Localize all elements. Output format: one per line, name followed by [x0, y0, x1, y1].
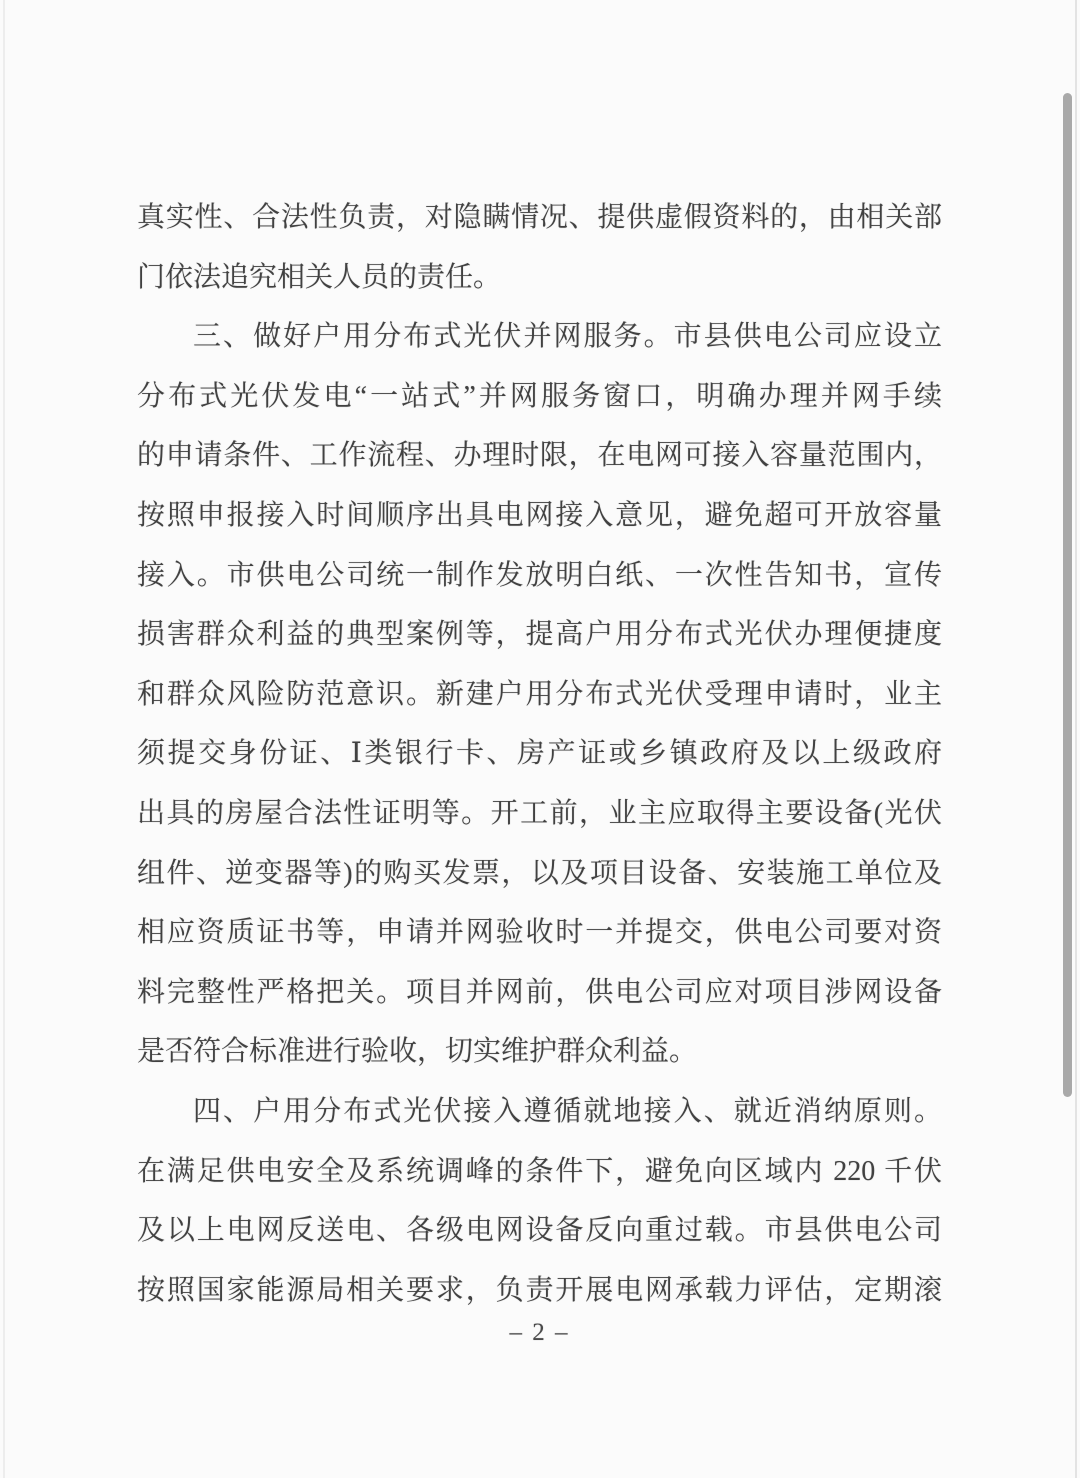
document-text-column: [137, 188, 942, 1320]
page-number: – 2 –: [509, 1319, 570, 1346]
document-line: 按照国家能源局相关要求，负责开展电网承载力评估，定期滚: [137, 1274, 942, 1306]
document-line: 三、做好户用分布式光伏并网服务。市县供电公司应设立: [193, 321, 942, 353]
scrollbar-thumb[interactable]: [1063, 93, 1072, 1097]
document-line: 是否符合标准进行验收，切实维护群众利益。: [137, 1036, 698, 1068]
document-line: 真实性、合法性负责，对隐瞒情况、提供虚假资料的，由相关部: [137, 202, 942, 233]
document-line: 门依法追究相关人员的责任。: [137, 261, 502, 293]
document-line: 相应资质证书等，申请并网验收时一并提交，供电公司要对资: [137, 917, 942, 949]
document-line: 四、户用分布式光伏接入遵循就地接入、就近消纳原则。: [193, 1095, 942, 1127]
document-line: 分布式光伏发电“一站式”并网服务窗口，明确办理并网手续: [137, 380, 942, 412]
document-line: 及以上电网反送电、各级电网设备反向重过载。市县供电公司: [137, 1215, 942, 1247]
document-line: 按照申报接入时间顺序出具电网接入意见，避免超可开放容量: [137, 499, 942, 531]
document-line: 料完整性严格把关。项目并网前，供电公司应对项目涉网设备: [137, 976, 942, 1008]
document-line: 组件、逆变器等)的购买发票，以及项目设备、安装施工单位及: [137, 857, 942, 889]
document-line: 损害群众利益的典型案例等，提高户用分布式光伏办理便捷度: [137, 619, 942, 651]
page-left-edge: [3, 0, 5, 1478]
document-line: 接入。市供电公司统一制作发放明白纸、一次性告知书，宣传: [137, 559, 942, 591]
document-line: 的申请条件、工作流程、办理时限，在电网可接入容量范围内，: [137, 440, 942, 472]
document-line: 出具的房屋合法性证明等。开工前，业主应取得主要设备(光伏: [137, 797, 942, 829]
document-line: 在满足供电安全及系统调峰的条件下，避免向区域内 220 千伏: [137, 1155, 942, 1187]
document-line: 和群众风险防范意识。新建户用分布式光伏受理申请时，业主: [137, 678, 942, 710]
page-right-edge: [1075, 0, 1077, 1478]
document-line: 须提交身份证、Ⅰ类银行卡、房产证或乡镇政府及以上级政府: [137, 738, 942, 770]
